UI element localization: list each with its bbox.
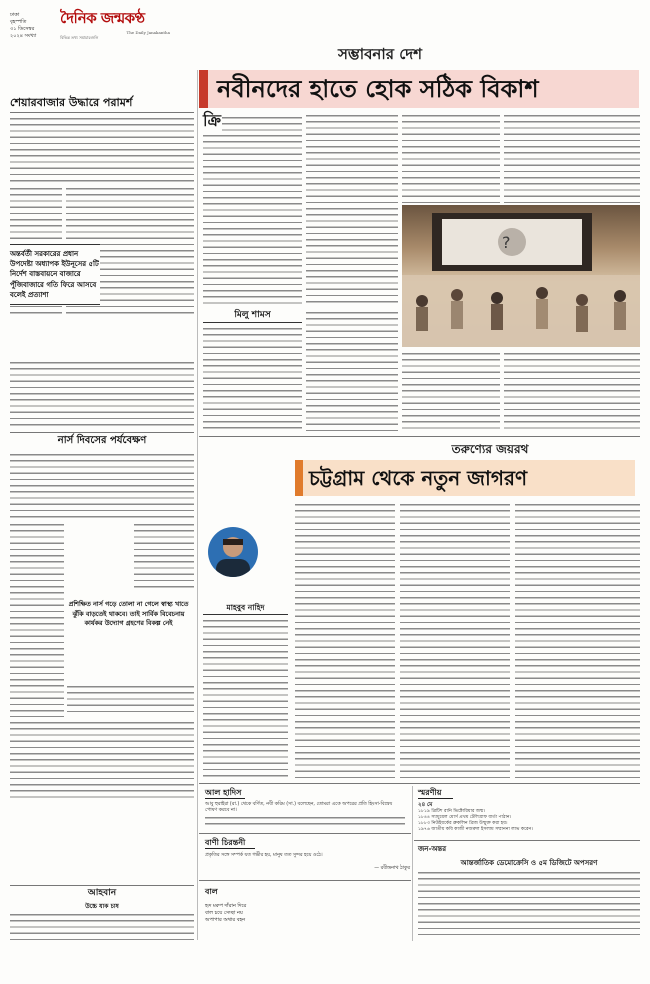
- tagline: বিভিন্ন তথ্য সমাচারগুলি: [60, 35, 99, 40]
- left-article-headline: শেয়ারবাজার উদ্ধারে পরামর্শ: [10, 96, 133, 109]
- column-rule: [412, 786, 413, 941]
- column-rule: [197, 70, 198, 940]
- paper-sub: The Daily Janakantha: [126, 30, 170, 35]
- divider: [199, 783, 640, 784]
- main-headline-box: [199, 70, 639, 108]
- crowd-illustration: [402, 205, 640, 347]
- smaraniya-item: ১৯৭৬ জাতীয় কবি কাজী নজরুল ইসলাম সম্মাননা লাভ করেন।: [418, 827, 533, 832]
- achievement-sub: উচ্চে যাক চাষ: [85, 903, 119, 910]
- al-hadith-title: আল হাদিস: [205, 787, 242, 797]
- left-article2-body: [67, 684, 194, 717]
- main-story-body: [504, 113, 640, 203]
- main-story-body: [203, 133, 302, 306]
- date-line: ২০২৪ সংখ্যা: [10, 33, 37, 39]
- left-article2-headline: নার্স দিবসের পর্যবেক্ষণ: [57, 435, 147, 446]
- avatar-illustration: [208, 527, 258, 577]
- main-headline: নবীনদের হাতে হোক সঠিক বিকাশ: [217, 74, 539, 103]
- letter-body: [418, 870, 640, 935]
- smaraniya-item: ১৮১৯ ব্রিটিশ রানি ভিক্টোরিয়ার জন্ম।: [418, 809, 486, 814]
- date-line: ঢাকা: [10, 12, 20, 18]
- al-hadith-body: [205, 815, 405, 827]
- left-article2-body: [10, 720, 194, 800]
- divider: [199, 833, 411, 834]
- svg-text:?: ?: [502, 233, 511, 252]
- main-story-body: [203, 326, 302, 432]
- left-article2-body: [10, 522, 64, 717]
- chattogram-kicker: তরুণ্যের জয়রথ: [451, 442, 529, 456]
- satire-line: বাল চয়ে সেচ্ছা নয়: [205, 910, 243, 916]
- divider: [414, 840, 640, 841]
- left-quote-text: প্রশিক্ষিত নার্স গড়ে তোলা না গেলে স্বাস্থ্য খাতে ঝুঁকি বাড়তেই থাকবে। তাই সার্বিক বিবেচনায় কার্যকর উদ্যোগ গ্রহণের বিকল্প নেই: [68, 600, 189, 628]
- left-quote-box: [67, 600, 190, 680]
- smaraniya-date: ২৪ মে: [418, 802, 433, 808]
- section-kicker: সম্ভাবনার দেশ: [337, 45, 423, 63]
- date-block: [10, 12, 50, 40]
- date-line: ৩১ ডিসেম্বর: [10, 26, 35, 32]
- main-story-body: [306, 113, 398, 306]
- masthead-logo: [60, 6, 190, 44]
- left-pullquote: [10, 244, 100, 305]
- satire-line: অপাপার অথার বহন: [205, 917, 246, 923]
- main-story-body: [504, 351, 640, 432]
- main-story-body: [402, 351, 500, 432]
- crowd-area: [402, 275, 640, 347]
- divider: [199, 436, 640, 437]
- pullquote-text: অন্তর্বর্তী সরকারের প্রধান উপদেষ্টা অধ্যাপক ইউনূসের ৫টি নির্দেশ বাস্তবায়নে বাজারে পুঁজিবাজারে গতি ফিরে আসবে বলেই প্রত্যাশা: [10, 249, 99, 299]
- underline: [205, 848, 255, 849]
- main-byline-box: [203, 308, 302, 323]
- main-story-body: [402, 113, 500, 203]
- chattogram-body: [400, 502, 510, 778]
- divider: [199, 880, 411, 881]
- chattogram-headline: চট্টগ্রাম থেকে নতুন জাগরণ: [309, 466, 528, 490]
- main-story-photo: [402, 205, 640, 347]
- satire-line: হৃদ মরুপ দাঁরান দিরে: [205, 903, 247, 909]
- divider: [10, 885, 194, 886]
- chattogram-headline-box: [295, 460, 635, 496]
- janaantah-label: জন-অন্তর: [418, 844, 447, 853]
- headline-accent: [295, 460, 303, 496]
- main-story-body: [222, 115, 302, 133]
- chattogram-body: [295, 502, 395, 778]
- left-article-body: [10, 360, 194, 428]
- bani-title: বাণী চিরন্তনী: [205, 837, 246, 847]
- smaraniya-item: ১৮৮৩ নিউইয়র্কের ব্রুকলিন ব্রিজ উন্মুক্ত করা হয়।: [418, 821, 508, 826]
- bani-author: — রবীন্দ্রনাথ ঠাকুর: [374, 866, 410, 871]
- main-story-body: [306, 310, 398, 432]
- letter-headline: আন্তর্জাতিক ডেমোক্রেসি ও ৫ম ডিজিটে অপসরণ: [460, 858, 598, 867]
- left-article-body: [10, 116, 194, 186]
- satire-title: বাল: [205, 886, 218, 896]
- achievement-title: আহবান: [87, 888, 117, 898]
- chattogram-body: [515, 502, 640, 778]
- left-article2-body: [10, 452, 194, 522]
- underline: [418, 798, 453, 799]
- headline-accent: [199, 70, 208, 108]
- divider: [10, 432, 194, 433]
- divider: [10, 112, 194, 113]
- left-article2-body: [134, 522, 194, 592]
- drop-cap: ক্রি: [203, 111, 221, 130]
- date-line: বৃহস্পতি: [10, 19, 27, 25]
- paper-name: দৈনিক জন্মকণ্ঠ: [60, 9, 145, 27]
- bani-quote: প্রকৃতির সঙ্গে সম্পর্ক যত গভীর হয়, মানুষ তত সুন্দর হয়ে ওঠে।: [205, 853, 323, 858]
- al-hadith-text: আবু হুরাইরা (রা.) থেকে বর্ণিত, নবী করিম (সা.) বলেছেন, তোমরা একে অপরের প্রতি হিংসা-বিদ্বেষ পোষণ করবে না।: [205, 802, 393, 814]
- smaraniya-item: ১৮৪৪ স্যামুয়েল মোর্স প্রথম টেলিগ্রাফ বার্তা পাঠান।: [418, 815, 512, 820]
- author-photo: [208, 527, 258, 577]
- chattogram-byline: মাহবুব নাহিদ: [226, 603, 265, 612]
- underline: [205, 798, 245, 799]
- achievement-body: [10, 912, 194, 944]
- main-byline: মিলু শামস: [234, 310, 271, 320]
- smaraniya-title: স্মরণীয়: [418, 787, 442, 797]
- chattogram-body: [203, 618, 288, 778]
- chattogram-byline-box: [203, 602, 288, 615]
